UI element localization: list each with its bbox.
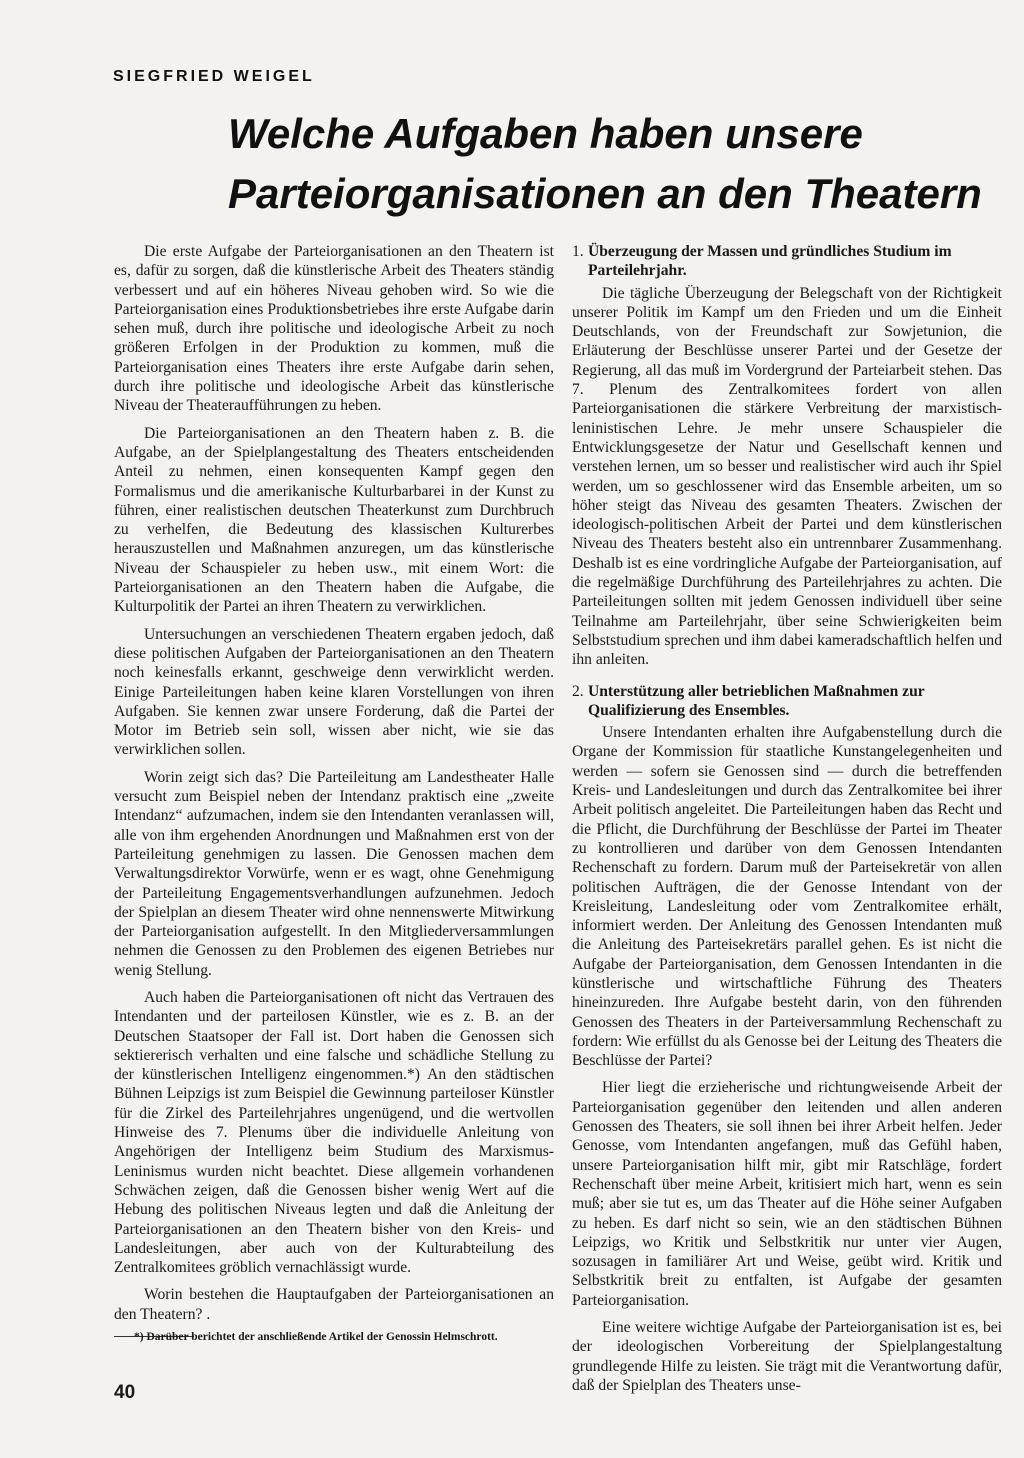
paragraph: Die tägliche Überzeugung der Belegschaft von der Richtigkeit unserer Politik im Kampf um den Frieden und um die Einheit Deutschlands, von der Freundschaft zur Sowjetunion, die Erläuterung der Beschlüsse unserer Partei und der Gesetze der Regierung, all das muß im Vordergrund der Parteiarbeit stehen. Das 7. Plenum des Zentralkomitees fordert von allen Parteiorganisationen die stärkere Verbreitung der marxistisch-leninistischen Lehre. Je mehr unsere Schauspieler die Entwicklungsgesetze der Natur und Gesellschaft kennen und verstehen lernen, um so besser und realistischer wird auch ihr Spiel werden, um so geschlossener wird das Ensemble arbeiten, um so höher steigt das Niveau des gesamten Theaters. Zwischen der ideologisch-politischen Arbeit der Partei und dem künstlerischen Niveau des Theaters besteht also ein untrennbarer Zusammenhang. Deshalb ist es eine vordringliche Aufgabe der Parteiorganisation, auf die regelmäßige Durchführung des Parteilehrjahres zu achten. Die Parteileitungen sollten mit jedem Genossen individuell über seine Teilnahme am Parteilehrjahr, über seine Schwierigkeiten beim Selbststudium sprechen und ihm dabei kameradschaftlich helfen und ihn anleiten. bbox=[572, 284, 1002, 669]
paragraph: Untersuchungen an verschiedenen Theatern ergaben jedoch, daß diese politischen Aufgaben der Parteiorganisationen an den Theatern noch keinesfalls erkannt, geschweige denn verwirklicht werden. Einige Parteileitungen haben keine klaren Vorstellungen von ihren Aufgaben. Sie kennen zwar unsere Forderung, daß die Partei der Motor im Betrieb sein soll, wissen aber nicht, wie sie das verwirklichen sollen. bbox=[114, 625, 554, 759]
section-heading-2 bbox=[572, 682, 1002, 721]
paragraph: Die Parteiorganisationen an den Theatern haben z. B. die Aufgabe, an der Spielplangestaltung des Theaters entscheidenden Anteil zu nehmen, einen konsequenten Kampf gegen den Formalismus und die amerikanische Kulturbarbarei in der Kunst zu führen, einer realistischen deutschen Theaterkunst zum Durchbruch zu verhelfen, die Bedeutung des klassischen Kulturerbes herauszustellen und Maßnahmen anzuregen, um das künstlerische Niveau der Schauspieler zu heben usw., mit einem Wort: die Parteiorganisationen an den Theatern haben die Aufgabe, die Kulturpolitik der Partei an ihren Theatern zu verwirklichen. bbox=[114, 424, 554, 616]
title-line-2: Parteiorganisationen an den Theatern bbox=[228, 170, 982, 217]
paragraph: Worin bestehen die Hauptaufgaben der Parteiorganisationen an den Theatern? . bbox=[114, 1286, 554, 1323]
right-column bbox=[572, 242, 1002, 1403]
section-heading-1 bbox=[572, 242, 1002, 281]
title-line-1: Welche Aufgaben haben unsere bbox=[228, 110, 863, 157]
paragraph: Auch haben die Parteiorganisationen oft nicht das Vertrauen des Intendanten und der parteilosen Künstler, wie es z. B. an der Deutschen Staatsoper der Fall ist. Dort haben die Genossen sich sektiererisch verhalten und eine falsche und schädliche Stellung zu der künstlerischen Intelligenz eingenommen.*) An den städtischen Bühnen Leipzigs ist zum Beispiel die Gewinnung parteiloser Künstler für die Zirkel des Parteilehrjahres ungenügend, und die wertvollen Hinweise des 7. Plenums über die individuelle Anleitung von Angehörigen der Intelligenz beim Studium des Marxismus-Leninismus wurden nicht beachtet. Diese allgemein vorhandenen Schwächen zeigen, daß die Genossen bisher wenig Wert auf die Hebung des politischen Niveaus legten und daß die Anleitung der Parteiorganisationen an den Theatern bisher von den Kreis- und Landesleitungen, aber auch von der Kulturabteilung des Zentralkomitees gröblich vernachlässigt wurde. bbox=[114, 988, 554, 1277]
author-name: SIEGFRIED WEIGEL bbox=[113, 68, 315, 85]
paragraph: Die erste Aufgabe der Parteiorganisationen an den Theatern ist es, dafür zu sorgen, daß die künstlerische Arbeit des Theaters ständig verbessert und auf ein höheres Niveau gehoben wird. So wie die Parteiorganisation eines Produktionsbetriebes ihre erste Aufgabe darin sehen muß, durch ihre politische und ideologische Arbeit zu noch größeren Erfolgen in der Produktion zu kommen, muß die Parteiorganisation eines Theaters ihre erste Aufgabe darin sehen, durch ihre politische und ideologische Arbeit das künstlerische Niveau der Theateraufführungen zu heben. bbox=[114, 243, 554, 415]
paragraph: Worin zeigt sich das? Die Parteileitung am Landestheater Halle versucht zum Beispiel neben der Intendanz praktisch eine „zweite Intendanz“ aufzumachen, indem sie den Intendanten veranlassen will, alle von ihm ergehenden Anordnungen und Maßnahmen erst von der Parteileitung genehmigen zu lassen. Die Genossen machen dem Verwaltungsdirektor Vorwürfe, wenn er es wagt, ohne Genehmigung der Parteileitung Engagementsverhandlungen aufzunehmen. Jedoch der Spielplan an diesem Theater wird ohne nennenswerte Mitwirkung der Parteiorganisation aufgestellt. In den Mitgliederversammlungen nehmen die Genossen zu den Problemen des eigenen Betriebes nur wenig Stellung. bbox=[114, 768, 554, 979]
section-heading-text: Überzeugung der Massen und gründliches Studium im Parteilehrjahr. bbox=[588, 243, 952, 280]
section-number: 1. bbox=[572, 243, 584, 260]
section-heading-text: Unterstützung aller betrieblichen Maßnahmen zur Qualifizierung des Ensembles. bbox=[588, 682, 925, 719]
paragraph: Eine weitere wichtige Aufgabe der Parteiorganisation ist es, bei der ideologischen Vorbereitung der Spielplangestaltung grundlegende Hilfe zu leisten. Sie trägt mit die Verantwortung dafür, daß der Spielplan des Theaters unse- bbox=[572, 1319, 1002, 1394]
paragraph: Unsere Intendanten erhalten ihre Aufgabenstellung durch die Organe der Kommission für staatliche Kunstangelegenheiten und werden — sofern sie Genossen sind — durch die betreffenden Kreis- und Landesleitungen und durch das Zentralkomitee bei ihrer Arbeit politisch angeleitet. Die Parteileitungen haben das Recht und die Pflicht, die Durchführung der Beschlüsse der Partei im Theater zu kontrollieren und darüber von dem Genossen Intendanten Rechenschaft zu fordern. Darum muß der Parteisekretär von allen politischen Aufträgen, die der Genosse Intendant von der Kreisleitung, Landesleitung oder vom Zentralkomitee erhält, informiert werden. Der Anleitung des Genossen Intendanten muß die Anleitung des Parteisekretärs parallel gehen. Es ist nicht die Aufgabe der Parteiorganisation, dem Genossen Intendanten in die künstlerische und wirtschaftliche Führung des Theaters hineinzureden. Ihre Aufgabe besteht darin, von den führenden Genossen des Theaters in der Parteiversammlung Rechenschaft zu fordern: Wie erfüllst du als Genosse bei der Leitung des Theaters die Beschlüsse der Partei? bbox=[572, 724, 1002, 1070]
section-number: 2. bbox=[572, 682, 584, 700]
footnote: *) Darüber berichtet der anschließende Artikel der Genossin Helmschrott. bbox=[134, 1331, 498, 1343]
paragraph: Hier liegt die erzieherische und richtungweisende Arbeit der Parteiorganisation gegenüber den leitenden und allen anderen Genossen des Theaters, sie soll ihnen bei ihrer Arbeit helfen. Jeder Genosse, vom Intendanten angefangen, muß das Gefühl haben, unsere Parteiorganisation hilft mir, gibt mir Ratschläge, fordert Rechenschaft über meine Arbeit, kritisiert mich hart, wenn es sein muß; aber sie tut es, um das Theater auf die Höhe seiner Aufgaben zu heben. Es darf nicht so sein, wie an den städtischen Bühnen Leipzigs, wo Kritik und Selbstkritik nur unter vier Augen, sozusagen in familiärer Art und Weise, geübt wird. Kritik und Selbstkritik breit zu entfalten, ist Aufgabe der gesamten Parteiorganisation. bbox=[572, 1079, 1002, 1309]
page-number: 40 bbox=[114, 1382, 136, 1403]
article-title bbox=[228, 104, 1008, 224]
left-column bbox=[114, 242, 554, 1332]
